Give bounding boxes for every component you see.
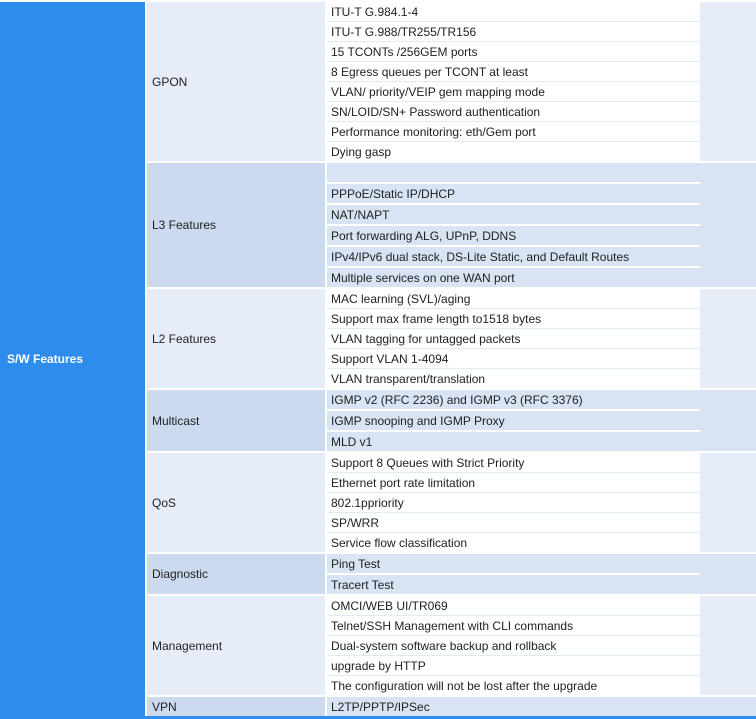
spacer-cell	[700, 1, 756, 162]
feature-cell-empty	[326, 162, 700, 183]
category-cell-l2-features: L2 Features	[146, 288, 326, 389]
category-cell-diagnostic: Diagnostic	[146, 553, 326, 595]
category-cell-multicast: Multicast	[146, 389, 326, 452]
feature-cell: IPv4/IPv6 dual stack, DS-Lite Static, and Default Routes	[326, 246, 700, 267]
feature-cell: Dual-system software backup and rollback	[326, 636, 700, 656]
category-cell-vpn: VPN	[146, 696, 326, 718]
spacer-cell	[700, 452, 756, 553]
feature-cell: OMCI/WEB UI/TR069	[326, 595, 700, 616]
spacer-cell	[700, 162, 756, 288]
feature-cell: IGMP snooping and IGMP Proxy	[326, 410, 700, 431]
feature-cell: 15 TCONTs /256GEM ports	[326, 42, 700, 62]
feature-cell: Tracert Test	[326, 574, 700, 595]
feature-cell: NAT/NAPT	[326, 204, 700, 225]
category-cell-management: Management	[146, 595, 326, 696]
feature-cell: ITU-T G.984.1-4	[326, 1, 700, 22]
category-cell-l3-features: L3 Features	[146, 162, 326, 288]
feature-cell: VLAN/ priority/VEIP gem mapping mode	[326, 82, 700, 102]
feature-cell: Support 8 Queues with Strict Priority	[326, 452, 700, 473]
feature-cell: MAC learning (SVL)/aging	[326, 288, 700, 309]
feature-cell: Dying gasp	[326, 142, 700, 163]
spacer-cell	[700, 595, 756, 696]
category-cell-gpon: GPON	[146, 1, 326, 162]
feature-cell: The configuration will not be lost after the upgrade	[326, 676, 700, 697]
feature-cell: ITU-T G.988/TR255/TR156	[326, 22, 700, 42]
feature-cell: L2TP/PPTP/IPSec	[326, 696, 700, 718]
feature-cell: Multiple services on one WAN port	[326, 267, 700, 288]
feature-cell: Support max frame length to1518 bytes	[326, 309, 700, 329]
feature-cell: PPPoE/Static IP/DHCP	[326, 183, 700, 204]
feature-cell: Telnet/SSH Management with CLI commands	[326, 616, 700, 636]
feature-cell: Support VLAN 1-4094	[326, 349, 700, 369]
feature-cell: IGMP v2 (RFC 2236) and IGMP v3 (RFC 3376)	[326, 389, 700, 410]
feature-cell: 8 Egress queues per TCONT at least	[326, 62, 700, 82]
feature-cell: SP/WRR	[326, 513, 700, 533]
spacer-cell	[700, 553, 756, 595]
feature-cell: Service flow classification	[326, 533, 700, 554]
row-header-sw-features: S/W Features	[0, 1, 146, 718]
feature-cell: Port forwarding ALG, UPnP, DDNS	[326, 225, 700, 246]
feature-cell: Performance monitoring: eth/Gem port	[326, 122, 700, 142]
category-cell-qos: QoS	[146, 452, 326, 553]
feature-cell: upgrade by HTTP	[326, 656, 700, 676]
feature-cell: MLD v1	[326, 431, 700, 452]
spacer-cell	[700, 389, 756, 452]
feature-cell: SN/LOID/SN+ Password authentication	[326, 102, 700, 122]
spacer-cell	[700, 696, 756, 718]
feature-cell: VLAN tagging for untagged packets	[326, 329, 700, 349]
feature-cell: Ethernet port rate limitation	[326, 473, 700, 493]
spacer-cell	[700, 288, 756, 389]
feature-cell: VLAN transparent/translation	[326, 369, 700, 390]
feature-cell: 802.1ppriority	[326, 493, 700, 513]
feature-cell: Ping Test	[326, 553, 700, 574]
